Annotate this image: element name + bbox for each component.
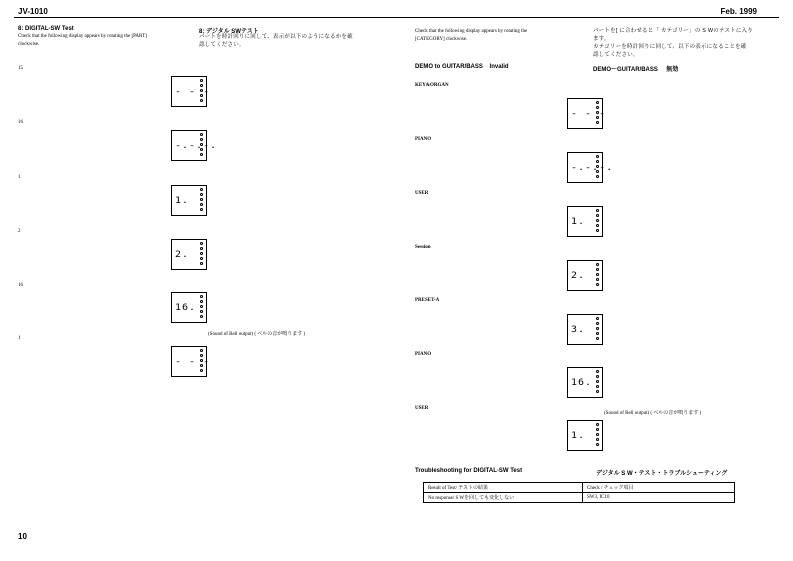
display-readout: -.-.-. (571, 162, 614, 173)
category-label: PIANO (415, 137, 432, 142)
demo-note-jp: DEMO～GUITAR/BASS 無効 (593, 67, 679, 73)
seven-segment-display (567, 98, 607, 129)
category-description-jp: パートを[ に合わせると「 カテゴリー」の S Wのテストに入り ます。 カテゴリーを時計回りに回して、以下の表示になることを確 認してください。 (593, 28, 753, 58)
step-label: 2 (18, 229, 21, 234)
seven-segment-display (171, 130, 218, 161)
bell-note-right: (Sound of Bell output) ( ベルの音が鳴ります ) (604, 411, 702, 416)
indicator-dots-icon (200, 188, 204, 213)
display-readout: - - - (571, 108, 607, 119)
display-readout: 1. (571, 216, 586, 227)
indicator-dots-icon (200, 242, 204, 267)
display-readout: 16. (175, 302, 197, 313)
indicator-dots-icon (596, 155, 600, 180)
seven-segment-display (567, 420, 603, 451)
display-readout: - - - (175, 86, 211, 97)
display-readout: 1. (175, 195, 190, 206)
header-rule (14, 17, 779, 18)
seven-segment-display (171, 185, 207, 216)
indicator-dots-icon (200, 133, 204, 158)
table-header-cell: Result of Test/ テストの結果 (424, 483, 583, 493)
category-description: Check that the following display appears by rotating the [CATEGORY] clockwise. (415, 29, 528, 42)
seven-segment-display (171, 76, 211, 107)
step-label: 16 (18, 283, 23, 288)
category-label: PRESET-A (415, 298, 440, 303)
seven-segment-display (171, 239, 207, 270)
display-readout: 2. (571, 270, 586, 281)
troubleshooting-table (423, 482, 735, 503)
section-title: 8: DIGITAL-SW Test (18, 26, 74, 32)
indicator-dots-icon (200, 79, 204, 104)
step-label: 16 (18, 120, 23, 125)
table-cell: No response/ S Wを回しても変化しない (424, 493, 583, 503)
indicator-dots-icon (596, 423, 600, 448)
indicator-dots-icon (200, 349, 204, 374)
indicator-dots-icon (596, 370, 600, 395)
section-title-jp: 8: デジタル SWテスト (199, 29, 259, 35)
category-label: PIANO (415, 352, 432, 357)
seven-segment-display (567, 260, 603, 291)
table-row (424, 493, 735, 503)
indicator-dots-icon (596, 263, 600, 288)
category-label: USER (415, 406, 429, 411)
indicator-dots-icon (200, 295, 204, 320)
display-readout: - - - (175, 356, 211, 367)
seven-segment-display (171, 346, 211, 377)
indicator-dots-icon (596, 209, 600, 234)
seven-segment-display (567, 367, 603, 398)
page-number: 10 (18, 532, 27, 541)
category-label: Session (415, 245, 431, 250)
demo-note: DEMO to GUITAR/BASS Invalid (415, 64, 509, 70)
section-description-jp: パートを時計回りに回して、表示が以下のようになるかを確 認してください。 (199, 34, 353, 48)
table-header-row (424, 483, 735, 493)
seven-segment-display (567, 152, 614, 183)
section-description: Check that the following display appears by rotating the [PART] clockwise. (18, 34, 147, 47)
display-readout: 16. (571, 377, 593, 388)
seven-segment-display (567, 314, 603, 345)
display-readout: -.-.-. (175, 140, 218, 151)
step-label: 1 (18, 336, 21, 341)
troubleshooting-title: Troubleshooting for DIGITAL-SW Test (415, 468, 523, 474)
table-cell: SW3, IC10 (583, 493, 735, 503)
step-label: 1 (18, 175, 21, 180)
display-readout: 3. (571, 324, 586, 335)
seven-segment-display (171, 292, 207, 323)
category-label: USER (415, 191, 429, 196)
display-readout: 1. (571, 430, 586, 441)
category-label: KEY&ORGAN (415, 83, 449, 88)
bell-note-left: (Sound of Bell output) ( ベルの音が鳴ります ) (208, 332, 306, 337)
troubleshooting-title-jp: デジタル S W・テスト・トラブルシューティング (596, 471, 728, 477)
seven-segment-display (567, 206, 603, 237)
indicator-dots-icon (596, 101, 600, 126)
document-date: Feb. 1999 (720, 7, 757, 16)
table-header-cell: Check / チェック項目 (583, 483, 735, 493)
step-label: 15 (18, 66, 23, 71)
model-name: JV-1010 (18, 7, 48, 16)
indicator-dots-icon (596, 317, 600, 342)
display-readout: 2. (175, 249, 190, 260)
